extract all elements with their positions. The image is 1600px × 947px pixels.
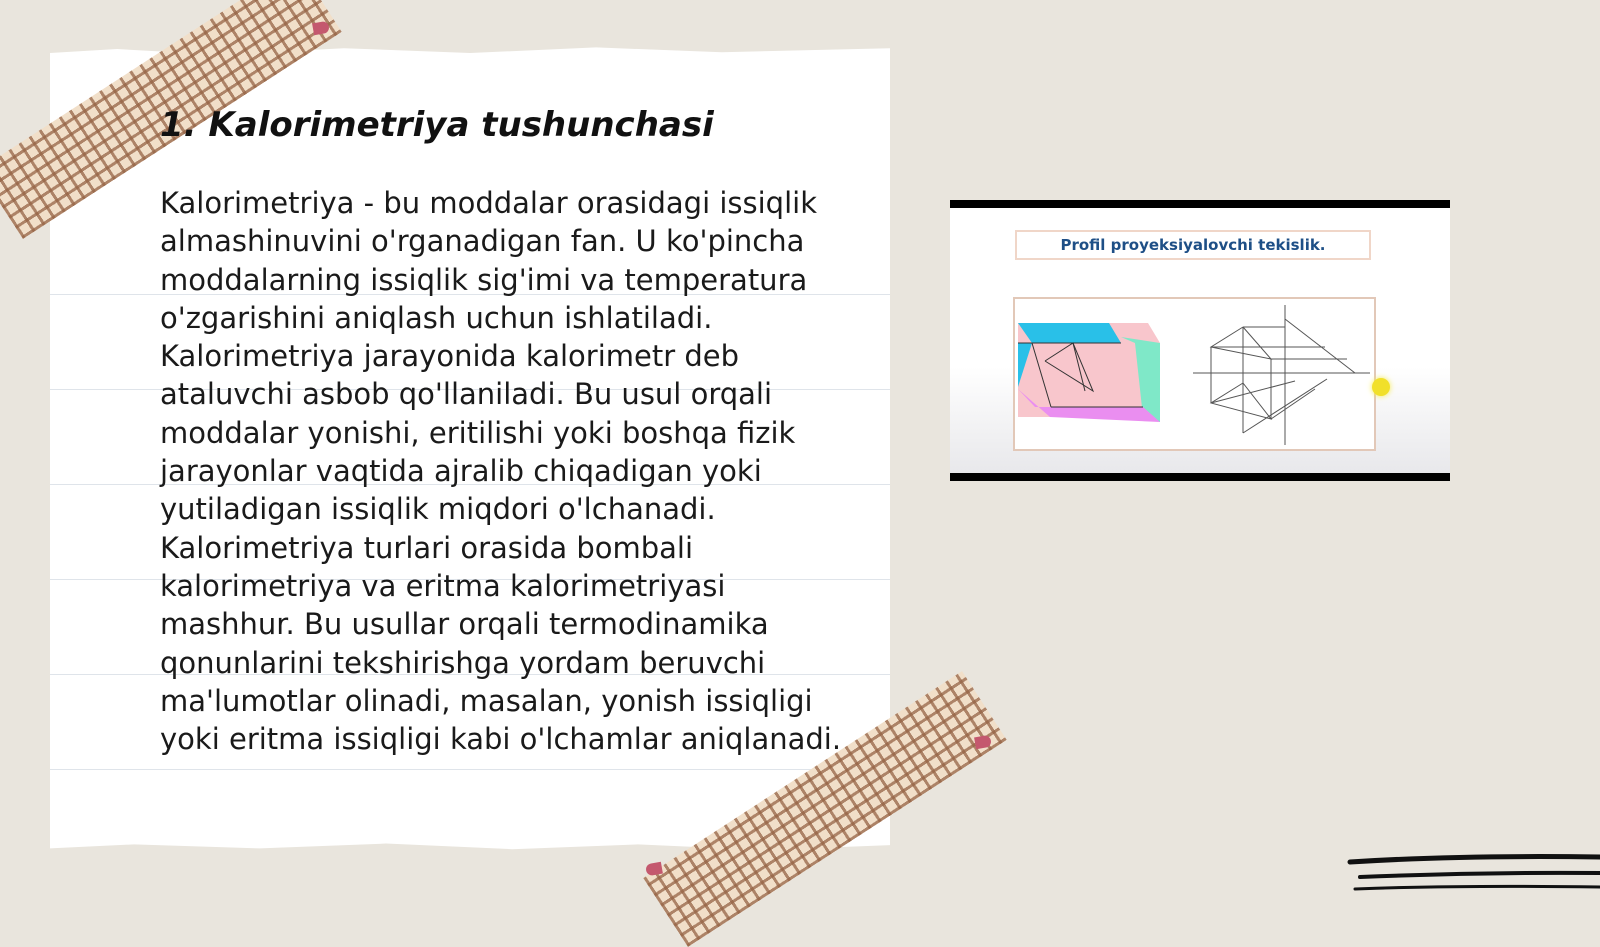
embedded-video[interactable] — [950, 200, 1450, 481]
projection-drawing — [1013, 297, 1376, 451]
horizontal-plane-top — [1018, 323, 1121, 343]
video-slide-title: Profil proyeksiyalovchi tekislik. — [1015, 230, 1371, 260]
slide-heading: 1. Kalorimetriya tushunchasi — [160, 105, 714, 145]
cursor-highlight — [1372, 378, 1390, 396]
decorative-brush-strokes — [1340, 840, 1600, 900]
slide-body-text: Kalorimetriya - bu moddalar orasidagi issiqlik almashinuvini o'rganadigan fan. U ko'pincha moddalarning issiqlik sig'imi va temperatura o'zgarishini aniqlash uchun ishlatiladi. Kalorimetriya jarayonida kalorimetr deb ataluvchi asbob qo'llaniladi. Bu usul orqali moddalar yonishi, eritilishi yoki boshqa fizik jarayonlar vaqtida ajralib chiqadigan yoki yutiladigan issiqlik miqdori o'lchanadi. Kalorimetriya turlari orasida bombali kalorimetriya va eritma kalorimetriyasi mashhur. Bu usullar orqali termodinamika qonunlarini tekshirishga yordam beruvchi ma'lumotlar olinadi, masalan, yonish issiqligi yoki eritma issiqligi kabi o'lchamlar aniqlanadi. — [160, 186, 842, 757]
ruled-line — [50, 769, 890, 770]
projection-diagram — [1015, 299, 1374, 449]
video-slide — [950, 208, 1450, 473]
